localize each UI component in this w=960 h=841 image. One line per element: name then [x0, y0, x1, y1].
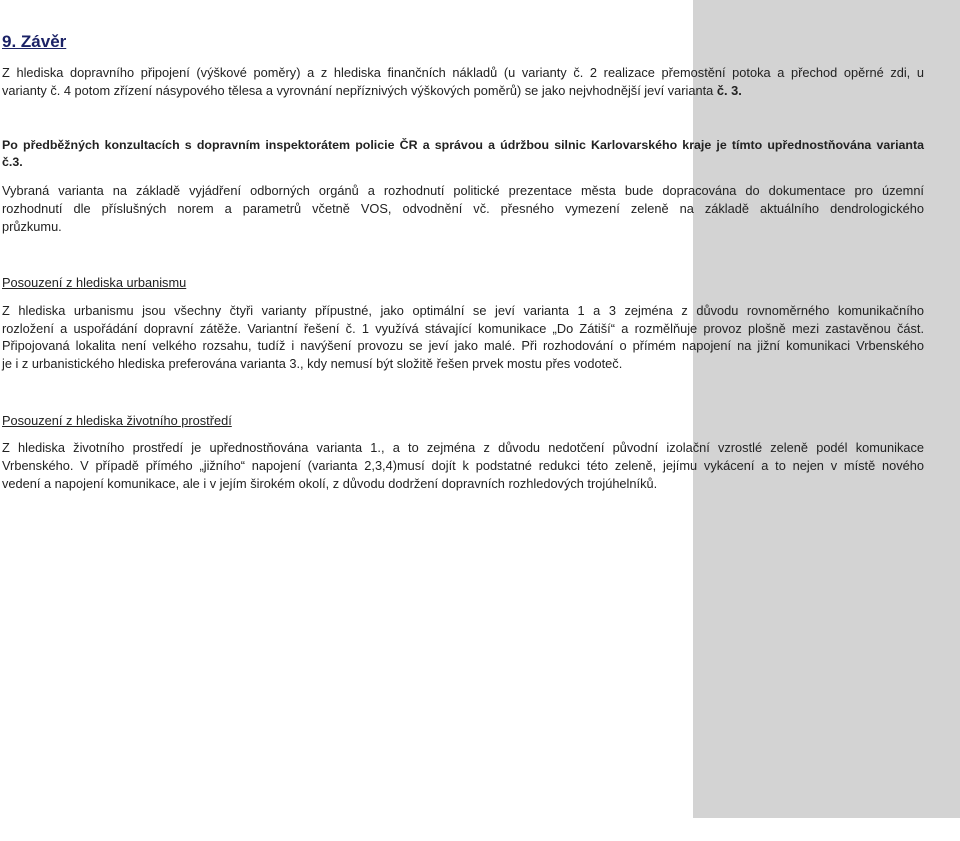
recommendation-paragraph [2, 137, 924, 171]
environment-paragraph [2, 439, 924, 493]
recommended-variant-emphasis: č. 3. [716, 83, 742, 98]
urbanism-paragraph [2, 302, 924, 373]
paragraph-line: Z hlediska dopravního připojení (výškové poměry) a z hlediska finančních nákladů (u varianty č. 2 realizace přemostění potoka a přechod opěrné zdi, u [2, 65, 924, 80]
paragraph-line: Vybraná varianta na základě vyjádření odborných orgánů a rozhodnutí politické prezentace města bude dopracována do dokumentace pro územní [2, 183, 924, 198]
environment-heading: Posouzení z hlediska životního prostředí [2, 413, 232, 428]
section-title: 9. Závěr [2, 32, 67, 51]
paragraph-line: rozložení a uspořádání dopravní zátěže. Variantní řešení č. 1 využívá stávající komunikace „Do Zátiší“ a rozmělňuje provoz plošně mezi zastavěnou část. [2, 320, 924, 336]
paragraph-line: Vrbenského. V případě přímého „jižního“ napojení (varianta 2,3,4)musí dojít k podstatné redukci této zeleně, jejímu vykácení a to nejen v místě nového [2, 458, 924, 473]
paragraph-line: průzkumu. [2, 219, 62, 234]
paragraph-line-text: varianty č. 4 potom zřízení násypového tělesa a vyrovnání nepříznivých výškových poměrů) se jako nejvhodnější jeví varianta [2, 83, 714, 98]
paragraph-line: Z hlediska urbanismu jsou všechny čtyři varianty přípustné, jako optimální se jeví varianta 1 a 3 zejména z důvodu rovnoměrného komunikačního [2, 303, 924, 318]
paragraph-line: Po předběžných konzultacích s dopravním inspektorátem policie ČR a správou a údržbou silnic Karlovarského kraje je tímto upřednostňována varianta [2, 138, 924, 152]
paragraph-line: Připojovaná lokalita není velkého rozsahu, tudíž i navýšení provozu se jeví jako malé. Při rozhodování o přímém napojení na jižní komunikaci Vrbenského [2, 338, 924, 354]
margin-band [693, 0, 960, 818]
urbanism-heading: Posouzení z hlediska urbanismu [2, 275, 187, 290]
paragraph-line: vedení a napojení komunikace, ale i v jejím širokém okolí, z důvodu dodržení dopravních rozhledových trojúhelníků. [2, 476, 658, 491]
paragraph-line: rozhodnutí dle příslušných norem a parametrů včetně VOS, odvodnění vč. přesného vymezení zeleně na základě aktuálního dendrologického [2, 201, 924, 216]
paragraph-line: č.3. [2, 155, 23, 169]
follow-up-paragraph [2, 182, 924, 236]
paragraph-line: Z hlediska životního prostředí je upřednostňována varianta 1., a to zejména z důvodu nedotčení původní izolační vzrostlé zeleně podél komunikace [2, 440, 924, 455]
paragraph-line [2, 82, 924, 100]
paragraph-line: je i z urbanistického hlediska preferována varianta 3., kdy nemusí být složitě řešen prvek mostu přes vodoteč. [2, 356, 623, 372]
summary-paragraph [2, 64, 924, 100]
